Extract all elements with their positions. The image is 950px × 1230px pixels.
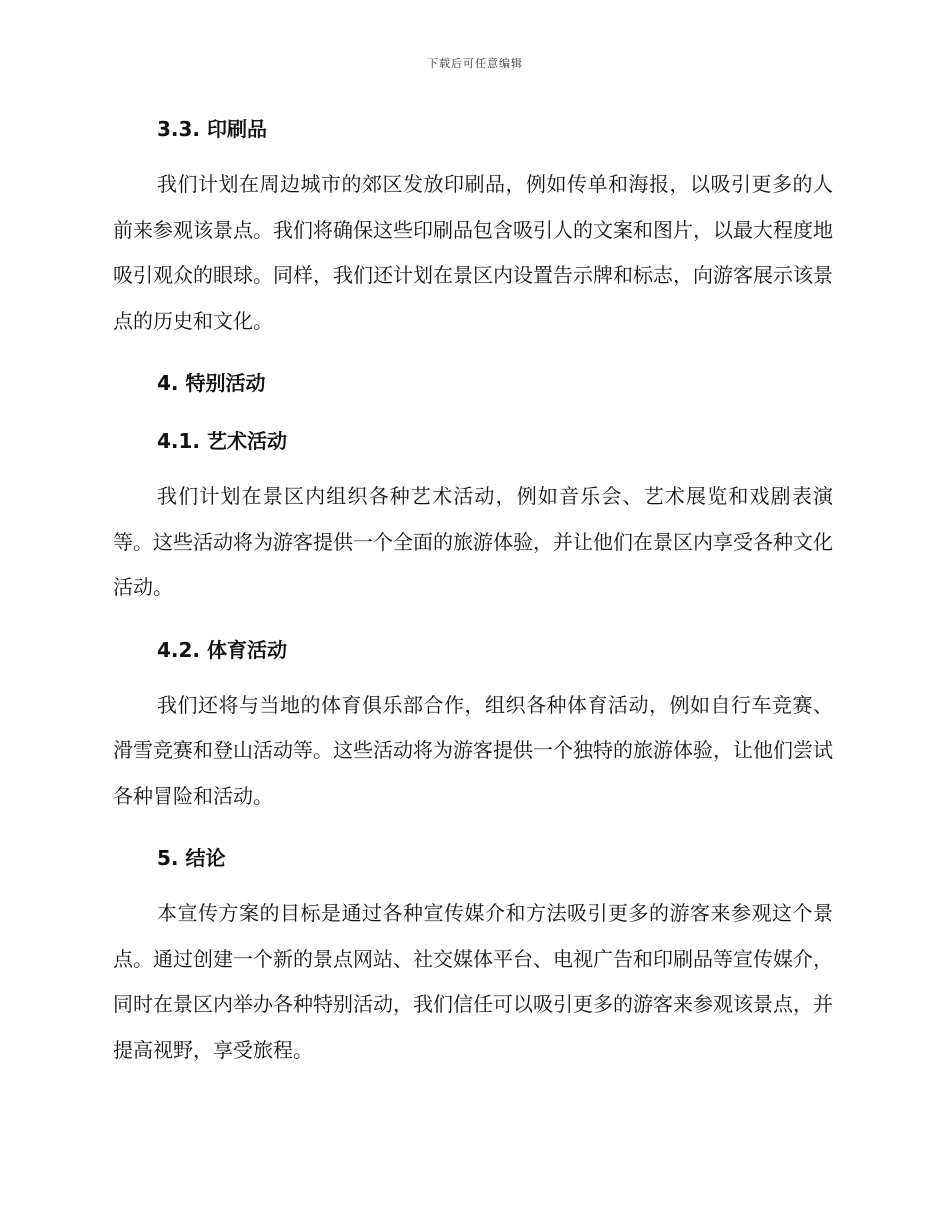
section-heading-4: 4. 特别活动 <box>157 371 266 395</box>
section-heading-4-2: 4.2. 体育活动 <box>157 637 287 662</box>
header-note: 下载后可任意编辑 <box>427 57 523 70</box>
document-body <box>113 112 833 1073</box>
paragraph-4-2: 我们还将与当地的体育俱乐部合作，组织各种体育活动，例如自行车竞赛、滑雪竞赛和登山活动等。这些活动将为游客提供一个独特的旅游体验，让他们尝试各种冒险和活动。 <box>113 692 833 808</box>
section-heading-5: 5. 结论 <box>157 846 226 870</box>
paragraph-4-1: 我们计划在景区内组织各种艺术活动，例如音乐会、艺术展览和戏剧表演等。这些活动将为游客提供一个全面的旅游体验，并让他们在景区内享受各种文化活动。 <box>113 484 833 599</box>
section-heading-3-3: 3.3. 印刷品 <box>157 117 267 141</box>
paragraph-3-3: 我们计划在周边城市的郊区发放印刷品，例如传单和海报，以吸引更多的人前来参观该景点。我们将确保这些印刷品包含吸引人的文案和图片，以最大程度地吸引观众的眼球。同样，我们还计划在景区内设置告示牌和标志，向游客展示该景点的历史和文化。 <box>113 172 833 333</box>
section-heading-4-1: 4.1. 艺术活动 <box>157 429 287 453</box>
paragraph-5: 本宣传方案的目标是通过各种宣传媒介和方法吸引更多的游客来参观这个景点。通过创建一个新的景点网站、社交媒体平台、电视广告和印刷品等宣传媒介，同时在景区内举办各种特别活动，我们信任可以吸引更多的游客来参观该景点，并提高视野，享受旅程。 <box>113 901 833 1062</box>
